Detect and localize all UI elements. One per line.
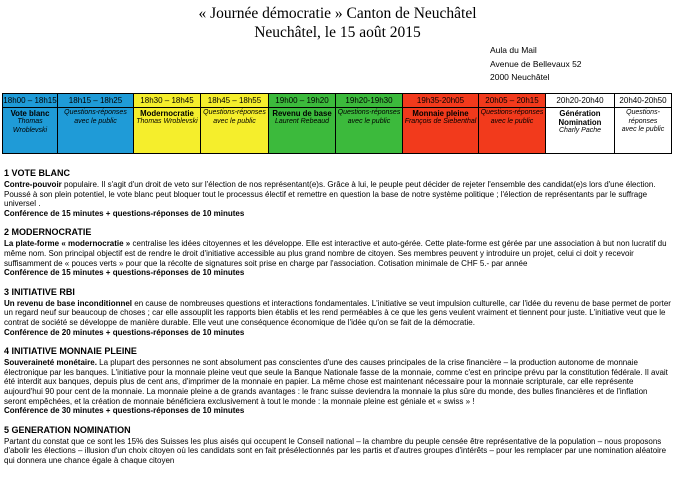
section-lead: Un revenu de base inconditionnel (4, 298, 133, 308)
section-title: 1 VOTE BLANC (4, 168, 71, 178)
qa-label: avec le public (213, 117, 256, 125)
section-text: centralise les idées citoyennes et les développe. Elle est interactive et auto-gérée. Cette plate-forme est gérée par une association à but non lucratif du même nom. Son principal objectif est de rendre le droit d'initiative accessible au plus grand nombre de citoyen. Ses membres peuvent y introduire un projet, celui ci doit y recevoir suffisamment de « pouces verts » pour que la récolte de signatures soit prise en charge par l'association. Cotisation minimale de CHF 5.- par année (4, 239, 667, 268)
topic-cell (3, 108, 58, 154)
time-cell: 19h00 – 19h20 (269, 94, 336, 108)
speaker-name: Laurent Rebeaud (274, 118, 330, 125)
conference-duration: Conférence de 30 minutes + questions-réponses de 10 minutes (4, 406, 245, 416)
section-body (4, 180, 671, 209)
section-body (4, 299, 671, 328)
time-cell: 19h35-20h05 (403, 94, 479, 108)
address-line: Avenue de Bellevaux 52 (490, 58, 582, 69)
document-header (0, 4, 675, 42)
schedule-table (2, 93, 672, 154)
time-cell: 19h20-19h30 (336, 94, 403, 108)
section-text: populaire. Il s'agit d'un droit de veto sur l'élection de nos représentant(e)s. Grâce à lui, le peuple peut décider de rejeter l'ensemble des candidat(e)s lors d'une élection. Poussé à son plein potentiel, le vote blanc peut bloquer tout le processus électif et remettre en question la base de notre système politique ; l'élection de représentants par le suffrage universel . (4, 180, 656, 209)
section-body (4, 437, 671, 466)
address-line: 2000 Neuchâtel (490, 72, 550, 82)
venue-address (490, 44, 582, 85)
topic-title: Modernocratie (140, 109, 194, 118)
section-title: 3 INITIATIVE RBI (4, 286, 75, 297)
qa-label: avec le public (621, 126, 665, 133)
qa-cell (336, 108, 403, 154)
qa-cell (479, 108, 546, 154)
section-generation-nomination (4, 425, 671, 466)
section-initiative-rbi (4, 287, 671, 337)
topic-title: Vote blanc (10, 109, 50, 118)
qa-cell (58, 108, 134, 154)
topic-title: Revenu de base (272, 109, 332, 118)
time-cell: 18h30 – 18h45 (134, 94, 201, 108)
section-vote-blanc (4, 168, 671, 218)
topic-cell (546, 108, 615, 154)
time-cell: 20h20-20h40 (546, 94, 615, 108)
qa-cell (615, 108, 672, 154)
speaker-name: François de Siebenthal (404, 118, 477, 125)
section-body (4, 358, 671, 406)
conference-duration: Conférence de 15 minutes + questions-réponses de 10 minutes (4, 268, 245, 278)
time-cell: 18h00 – 18h15 (3, 94, 58, 108)
event-date: Neuchâtel, le 15 août 2015 (254, 24, 421, 41)
section-text: Partant du constat que ce sont les 15% des Suisses les plus aisés qui occupent le Conseil national – la chambre du peuple censée être représentative de la population – nous proposons d'abolir les élections – illusion d'un choix citoyen où les candidats sont en fait présélectionnés par les partis et d'autres groupes d'intérêts – pour les remplacer par une nomination aléatoire qui donnera une chance égale à chaque citoyen (4, 436, 667, 465)
qa-label: Questions-réponses (626, 109, 660, 125)
topic-title: Génération Nomination (558, 109, 602, 127)
section-title: 2 MODERNOCRATIE (4, 227, 92, 238)
topic-title: Monnaie pleine (412, 109, 469, 118)
section-title: 4 INITIATIVE MONNAIE PLEINE (4, 346, 137, 357)
qa-label: avec le public (74, 117, 117, 125)
section-lead: Souveraineté monétaire. (4, 358, 97, 368)
section-monnaie-pleine (4, 346, 671, 416)
program-sections (4, 168, 671, 474)
section-text: La plupart des personnes ne sont absolument pas conscientes d'une des causes principales de la crise financière – la production autonome de monnaie électronique par les banques. L'initiative pour la monnaie pleine veut que seule la Banque Nationale fasse de la monnaie, comme c'est en principe prévu par la constitution fédérale. Il avait été interdit aux banques, depuis plus de cent ans, d'imprimer de la monnaie en papier. La même chose est maintenant nécessaire pour la monnaie scripturale, car elle représente aujourd'hui 90 pour cent de la monnaie. La monnaie pleine a de grands avantages : le franc suisse deviendra la monnaie la plus sûre du monde, des bulles financières et de l'inflation seront empêchées, et la création de monnaie bénéficiera exclusivement à tout le monde : la monnaie pleine est géniale et « swiss » ! (4, 358, 668, 406)
topic-cell (134, 108, 201, 154)
time-cell: 18h45 – 18h55 (201, 94, 269, 108)
time-cell: 20h40-20h50 (615, 94, 672, 108)
section-lead: La plate-forme « modernocratie » (4, 239, 131, 249)
topic-cell (403, 108, 479, 154)
event-title: « Journée démocratie » Canton de Neuchâtel (198, 5, 477, 22)
conference-duration: Conférence de 20 minutes + questions-réponses de 10 minutes (4, 327, 245, 337)
speaker-name: Charly Pache (558, 127, 602, 134)
section-text: en cause de nombreuses questions et interactions fondamentales. L'initiative se veut impulsion culturelle, car l'idée du revenu de base permet de porter un regard neuf sur beaucoup de choses ; car elle assouplit les rapports bien établis et les rend perméables à ce que les gens veulent vraiment et tiennent pour juste. L'initiative veut que le contrat de société se développe de manière durable. Elle veut une conséquence économique de l'idée qu'on se fait de la démocratie. (4, 298, 671, 327)
section-body (4, 239, 671, 268)
qa-label: Questions-réponses (203, 109, 266, 116)
section-lead: Contre-pouvoir (4, 180, 62, 189)
qa-label: avec le public (347, 117, 391, 125)
time-cell: 20h05 – 20h15 (479, 94, 546, 108)
qa-cell (201, 108, 269, 154)
section-modernocratie (4, 227, 671, 277)
qa-label: Questions-réponses (64, 109, 127, 116)
conference-duration: Conférence de 15 minutes + questions-réponses de 10 minutes (4, 208, 245, 218)
speaker-name: Thomas Wroblevski (136, 118, 198, 125)
schedule-topics-row (3, 108, 672, 154)
qa-label: Questions-réponses (337, 109, 401, 116)
section-title: 5 GENERATION NOMINATION (4, 424, 131, 435)
address-line: Aula du Mail (490, 45, 537, 55)
topic-cell (269, 108, 336, 154)
qa-label: avec le public (490, 117, 534, 125)
speaker-name: Thomas Wroblevski (12, 118, 48, 134)
schedule-times-row (3, 94, 672, 108)
time-cell: 18h15 – 18h25 (58, 94, 134, 108)
qa-label: Questions-réponses (480, 109, 544, 116)
